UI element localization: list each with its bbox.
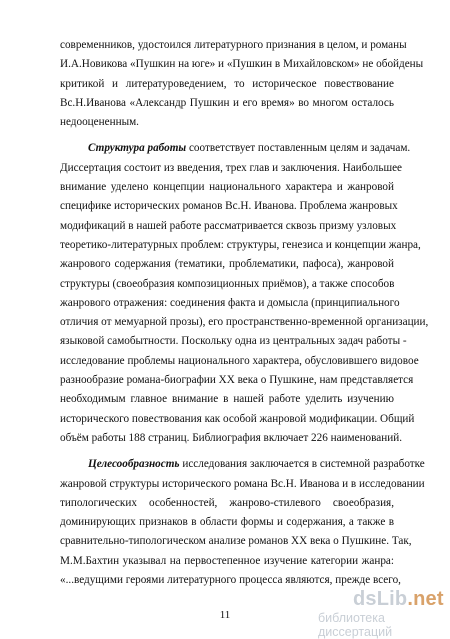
section-heading-structure: Структура работы: [88, 142, 187, 155]
text-run: соответствует поставленным целям и задачам.: [186, 142, 411, 155]
text-line: отличия от мемуарной прозы), его пространственно-временной организации,: [60, 316, 429, 329]
paragraph-3: [60, 455, 425, 590]
paragraph-1: [60, 36, 424, 132]
text-line: разнообразие романа-биографии XX века о Пушкине, нам представляется: [60, 374, 414, 387]
text-line: языковой самобытности. Поскольку одна из центральных задач работы -: [60, 335, 407, 348]
text-line: «...ведущими героями литературного процесса являются, прежде всего,: [60, 574, 401, 587]
text-line: структуры (своеобразия композиционных приёмов), а также способов: [60, 277, 395, 290]
text-line: современников, удостоился литературного признания в целом, и романы: [60, 39, 407, 51]
text-line: И.А.Новикова «Пушкин на юге» и «Пушкин в Михайловском» не обойдены: [60, 58, 424, 71]
watermark-brand: dsLib: [353, 588, 408, 610]
text-line: жанрового отражения: соединения факта и домысла (принципиального: [60, 296, 400, 309]
text-line: типологических особенностей, жанрово-стилевого своеобразия,: [60, 496, 394, 509]
text-run: исследования заключается в системной разработке: [179, 458, 425, 471]
text-line: [60, 139, 411, 158]
page-number: 11: [219, 609, 231, 621]
text-line: доминирующих признаков в области формы и содержания, а также в: [60, 516, 394, 529]
text-line: сравнительно-типологическом анализе романов XX века о Пушкине. Так,: [60, 535, 412, 548]
text-line: [60, 455, 425, 474]
text-line: Вс.Н.Иванова «Александр Пушкин и его время» во многом осталось: [60, 96, 394, 109]
text-line: критикой и литературоведением, то историческое повествование: [60, 77, 394, 90]
text-line: внимание уделено концепции национального характера и жанровой: [60, 181, 394, 194]
body-text: [60, 36, 429, 590]
text-line: модификаций в нашей работе рассматривается сквозь призму узловых: [60, 219, 397, 232]
text-line: исследование проблемы национального характера, обусловившего видовое: [60, 354, 419, 367]
watermark-subtitle: библиотека диссертаций: [318, 611, 393, 639]
text-line: специфике исторических романов Вс.Н. Иванова. Проблема жанровых: [60, 200, 398, 213]
section-heading-expediency: Целесообразность: [88, 458, 180, 471]
text-line: теоретико-литературных проблем: структуры, генезиса и концепции жанра,: [60, 238, 421, 251]
text-line: М.М.Бахтин указывал на первостепенное изучение категории жанра:: [60, 554, 394, 567]
watermark-brand-suffix: .net: [407, 588, 444, 610]
text-line: Диссертация состоит из введения, трех глав и заключения. Наибольшее: [60, 161, 403, 174]
watermark-logo: [353, 588, 444, 611]
text-line: жанрового содержания (тематики, проблематики, пафоса), жанровой: [60, 258, 394, 271]
text-line: недооцененным.: [60, 116, 139, 129]
text-line: объём работы 188 страниц. Библиография включает 226 наименований.: [60, 431, 403, 444]
text-line: жанровой структуры исторического романа Вс.Н. Иванова и в исследовании: [60, 477, 425, 490]
paragraph-2: [60, 139, 429, 448]
text-line: исторического повествования как особой жанровой модификации. Общий: [60, 412, 415, 425]
text-line: необходимым главное внимание в нашей работе уделить изучению: [60, 393, 394, 406]
